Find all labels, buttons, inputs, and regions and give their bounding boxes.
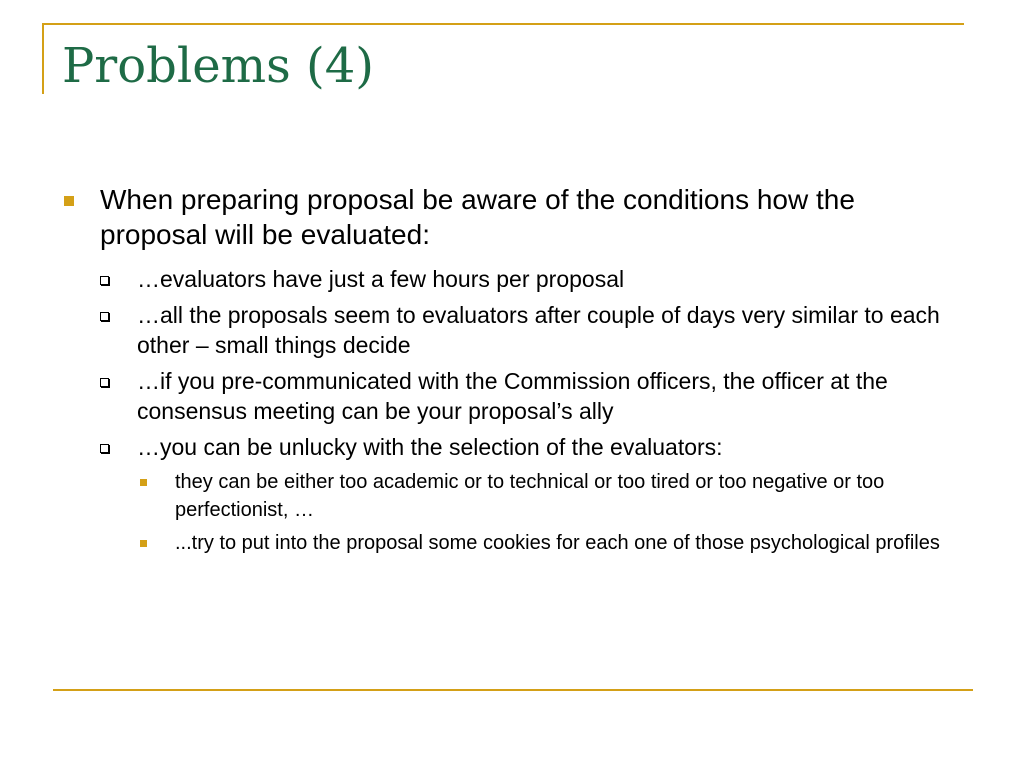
slide-title: Problems (4) — [62, 38, 375, 94]
square-bullet-icon — [64, 196, 74, 206]
frame-top-line — [42, 23, 964, 25]
frame-left-line — [42, 23, 44, 94]
bullet-text: …evaluators have just a few hours per proposal — [137, 266, 625, 292]
bullet-level2 — [60, 264, 960, 294]
bullet-text: …you can be unlucky with the selection of the evaluators: — [137, 434, 723, 460]
bullet-level2 — [60, 432, 960, 462]
bullet-text: they can be either too academic or to technical or too tired or too negative or too perfectionist, … — [175, 471, 885, 521]
bullet-level3 — [60, 468, 960, 524]
small-square-bullet-icon — [140, 479, 147, 486]
bullet-level2 — [60, 366, 960, 426]
bullet-text: When preparing proposal be aware of the conditions how the proposal will be evaluated: — [100, 184, 855, 250]
bullet-level3 — [60, 529, 960, 557]
bullet-level1 — [60, 182, 960, 252]
bullet-text: …if you pre-communicated with the Commission officers, the officer at the consensus meeting can be your proposal’s ally — [137, 368, 888, 424]
hollow-square-bullet-icon — [100, 312, 109, 321]
small-square-bullet-icon — [140, 540, 147, 547]
bullet-text: …all the proposals seem to evaluators after couple of days very similar to each other – small things decide — [137, 302, 940, 358]
hollow-square-bullet-icon — [100, 378, 109, 387]
hollow-square-bullet-icon — [100, 276, 109, 285]
bullet-level2 — [60, 300, 960, 360]
hollow-square-bullet-icon — [100, 444, 109, 453]
bullet-text: ...try to put into the proposal some cookies for each one of those psychological profiles — [175, 532, 940, 554]
frame-bottom-line — [53, 689, 973, 691]
slide-content — [60, 182, 960, 562]
